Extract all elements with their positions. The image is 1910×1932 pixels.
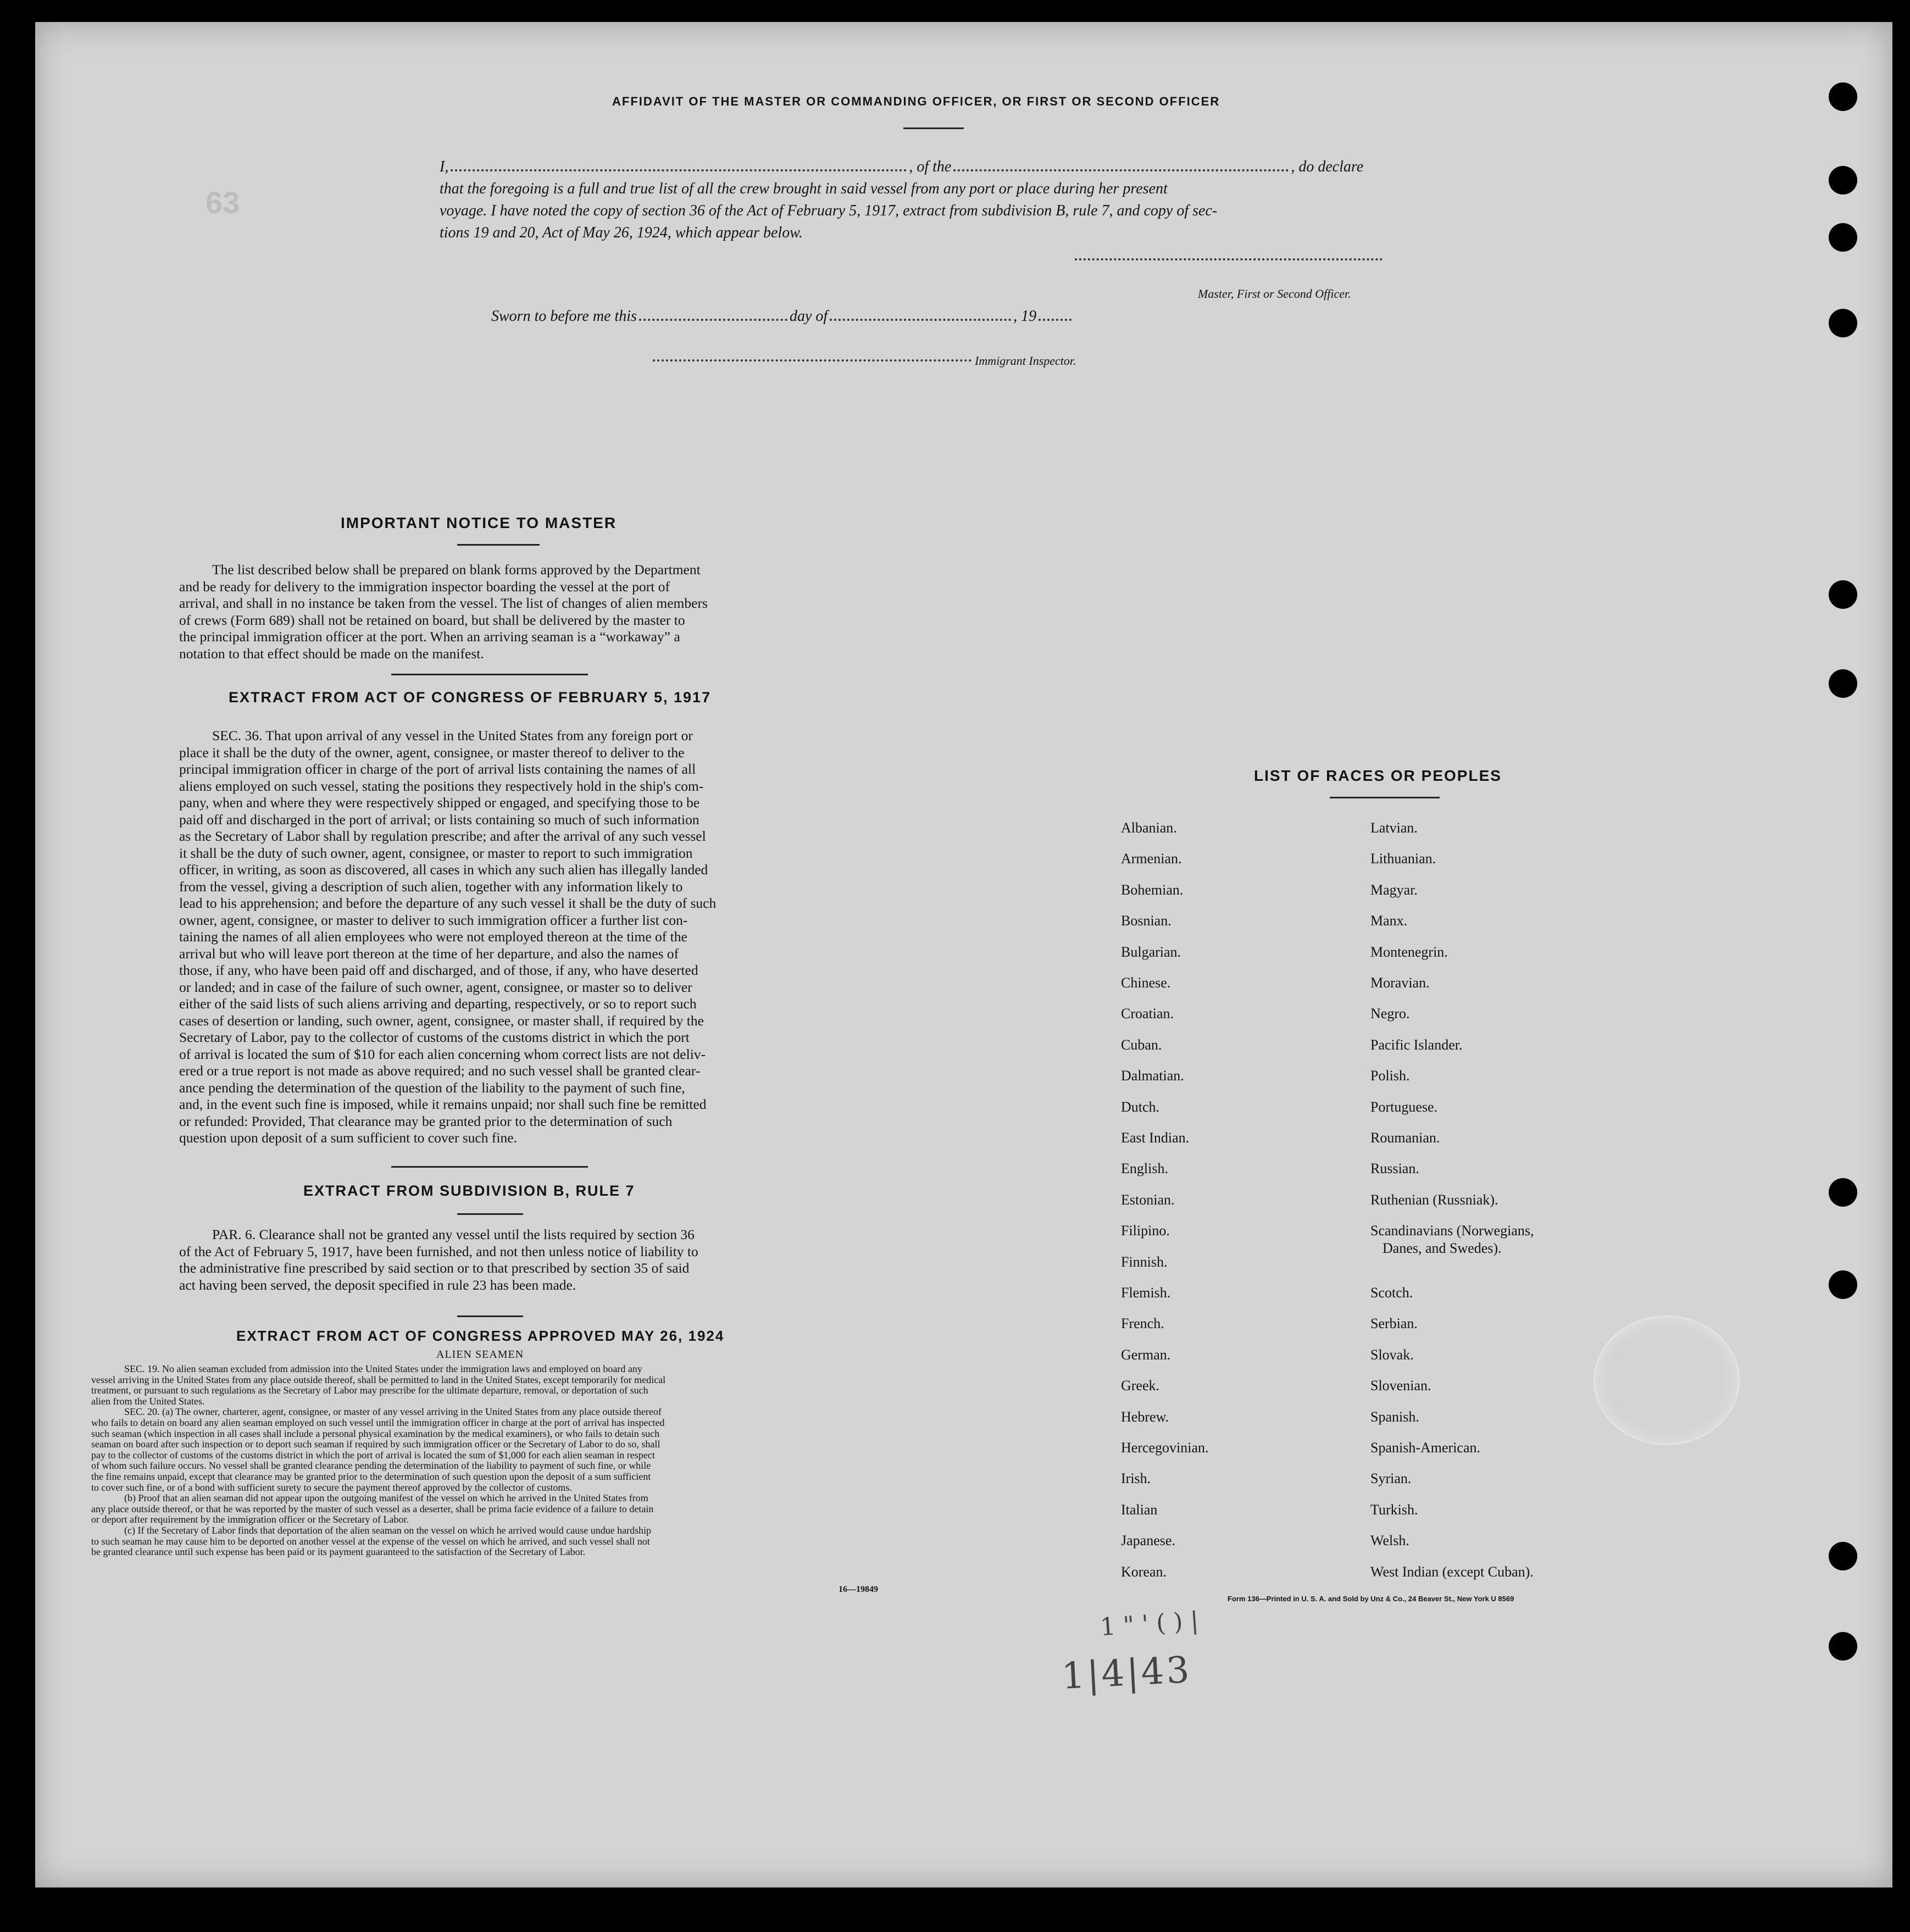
text-line: the fine remains unpaid, except that clearance may be granted prior to the determination of such question upon the deposit of a sum sufficient: [91, 1471, 651, 1482]
text-line: treatment, or pursuant to such regulations as the Secretary of Labor may prescribe for the ultimate departure, removal, or deportation of such: [91, 1385, 648, 1396]
text-line: (b) Proof that an alien seaman did not appear upon the outgoing manifest of the vessel on which he arrived in the United States from: [124, 1493, 648, 1504]
text-line: principal immigration officer in charge of the port of arrival lists containing the names of all: [179, 761, 696, 777]
text-line: it shall be the duty of such owner, agent, consignee, or master to report to such immigration: [179, 845, 693, 861]
notice-body: [179, 562, 835, 662]
text-line: ered or a true report is not made as above required; and no such vessel shall be granted clear-: [179, 1063, 701, 1079]
declaration-line-2: that the foregoing is a full and true list of all the crew brought in said vessel from any port or place during her present: [440, 180, 1168, 197]
text-line: notation to that effect should be made on the manifest.: [179, 645, 484, 662]
text-line: taining the names of all alien employees who were not employed thereon at the time of the: [179, 929, 687, 945]
race-item: West Indian (except Cuban).: [1370, 1563, 1534, 1580]
sworn-prefix: Sworn to before me this: [491, 308, 637, 325]
race-item: Scotch.: [1370, 1285, 1413, 1301]
extract-1924-subheading: ALIEN SEAMEN: [436, 1348, 524, 1361]
race-item: Syrian.: [1370, 1470, 1412, 1487]
race-item: Hercegovinian.: [1121, 1440, 1209, 1456]
race-item: Moravian.: [1370, 975, 1430, 991]
race-item: English.: [1121, 1161, 1168, 1177]
race-item: Albanian.: [1121, 820, 1177, 836]
binder-hole: [1829, 223, 1857, 252]
binder-hole: [1829, 1542, 1857, 1570]
declaration-line-1: [440, 158, 1539, 176]
race-item: Slovenian.: [1370, 1378, 1431, 1394]
race-item: Flemish.: [1121, 1285, 1171, 1301]
races-heading: LIST OF RACES OR PEOPLES: [1254, 767, 1502, 784]
handwritten-note-1: 1 " ' ( ) |: [1099, 1606, 1200, 1642]
text-line: of arrival is located the sum of $10 for each alien concerning whom correct lists are not deliv-: [179, 1046, 706, 1062]
text-line: SEC. 20. (a) The owner, charterer, agent, consignee, or master of any vessel arriving in the United States from any place outside thereof: [124, 1407, 662, 1418]
text-line: those, if any, who have been paid off and discharged, and of those, if any, who have deserted: [179, 962, 698, 978]
sworn-day-field[interactable]: [639, 314, 787, 321]
binder-hole: [1829, 166, 1857, 195]
inspector-caption: Immigrant Inspector.: [975, 354, 1076, 368]
text-line: to cover such fine, or of a bond with sufficient surety to secure the payment thereof approved by the collector of customs.: [91, 1482, 572, 1493]
text-line: act having been served, the deposit specified in rule 23 has been made.: [179, 1276, 576, 1293]
text-line: officer, in writing, as soon as discovered, all cases in which any such alien has illegally landed: [179, 862, 708, 878]
text-line: owner, agent, consignee, or master to deliver to such immigration officer a further list con-: [179, 912, 688, 928]
text-line: or deport after requirement by the immigration officer or the Secretary of Labor.: [91, 1514, 409, 1525]
sworn-line: [491, 308, 1074, 325]
text-line: place it shall be the duty of the owner, agent, consignee, or master thereof to deliver to the: [179, 744, 685, 760]
text-line: cases of desertion or landing, such owner, agent, consignee, or master shall, if required by the: [179, 1012, 704, 1029]
sworn-year-field[interactable]: [1039, 314, 1071, 321]
text-line: aliens employed on such vessel, stating the positions they respectively hold in the ship's com-: [179, 778, 704, 794]
extract-rule7-heading: EXTRACT FROM SUBDIVISION B, RULE 7: [303, 1182, 635, 1199]
race-item: Filipino.: [1121, 1223, 1170, 1239]
race-item: Turkish.: [1370, 1501, 1418, 1518]
text-line: the administrative fine prescribed by said section or to that prescribed by section 35 of said: [179, 1260, 690, 1276]
text-line: (c) If the Secretary of Labor finds that deportation of the alien seaman on the vessel on which he arrived would cause undue hardship: [124, 1525, 652, 1536]
race-item: Armenian.: [1121, 851, 1182, 867]
race-item: Roumanian.: [1370, 1130, 1440, 1146]
race-item: East Indian.: [1121, 1130, 1190, 1146]
text-line: be granted clearance until such expense has been paid or its payment guaranteed to the satisfaction of the Secretary of Labor.: [91, 1547, 586, 1558]
race-item: Bohemian.: [1121, 881, 1184, 898]
extract-rule7-body: [179, 1226, 835, 1293]
text-line: and be ready for delivery to the immigration inspector boarding the vessel at the port of: [179, 578, 670, 595]
race-item: Finnish.: [1121, 1253, 1168, 1270]
binder-hole: [1829, 1632, 1857, 1661]
document-page: [35, 22, 1892, 1887]
text-line: of whom such failure occurs. No vessel shall be granted clearance pending the determination of the liability to payment of such fine, or while: [91, 1461, 651, 1472]
race-item: Portuguese.: [1370, 1098, 1438, 1115]
name-field[interactable]: [451, 165, 907, 171]
extract-1924-heading: EXTRACT FROM ACT OF CONGRESS APPROVED MAY 26, 1924: [236, 1328, 725, 1344]
binder-hole: [1829, 1270, 1857, 1299]
race-item: Montenegrin.: [1370, 943, 1448, 960]
race-item: Estonian.: [1121, 1191, 1175, 1208]
text-line: pay to the collector of customs of the customs district in which the port of arrival is located the sum of $1,000 for each alien seaman in respect: [91, 1450, 655, 1461]
race-item: Magyar.: [1370, 881, 1418, 898]
master-signature-line[interactable]: [1075, 258, 1382, 260]
section-rule-3: [457, 1315, 523, 1317]
race-item: Spanish.: [1370, 1408, 1419, 1425]
handwritten-note-2: 1|4|43: [1061, 1648, 1193, 1698]
inspector-signature-line[interactable]: [653, 359, 971, 362]
text-line: ance pending the determination of the question of the liability to the payment of such fine,: [179, 1079, 685, 1096]
heading-rule: [903, 127, 964, 129]
vessel-field[interactable]: [953, 165, 1289, 171]
binder-hole: [1829, 1178, 1857, 1207]
text-line: pany, when and where they were respectively shipped or engaged, and specifying those to be: [179, 795, 700, 810]
text-line: or landed; and in case of the failure of such owner, agent, consignee, or master so to deliver: [179, 979, 692, 995]
master-signature-caption: Master, First or Second Officer.: [1198, 287, 1351, 301]
race-item: Latvian.: [1370, 820, 1418, 836]
race-item: Russian.: [1370, 1161, 1419, 1177]
declaration-line-4: tions 19 and 20, Act of May 26, 1924, which appear below.: [440, 224, 803, 241]
form-credit: Form 136—Printed in U. S. A. and Sold by Unz & Co., 24 Beaver St., New York U 8569: [1228, 1595, 1514, 1603]
declare-do-declare: , do declare: [1291, 158, 1364, 175]
race-item: Negro.: [1370, 1006, 1410, 1022]
section-rule-2: [391, 1166, 588, 1168]
race-item: Dalmatian.: [1121, 1068, 1184, 1084]
text-line: as the Secretary of Labor shall by regulation prescribe; and after the arrival of any such vessel: [179, 828, 706, 844]
race-item: Cuban.: [1121, 1036, 1162, 1053]
race-item: French.: [1121, 1315, 1164, 1332]
race-item: Scandinavians (Norwegians,: [1370, 1223, 1534, 1239]
rule7-heading-rule: [457, 1213, 523, 1215]
text-line: SEC. 19. No alien seaman excluded from admission into the United States under the immigration laws and employed on board any: [124, 1364, 642, 1374]
sworn-month-field[interactable]: [830, 314, 1011, 321]
race-item: Bulgarian.: [1121, 943, 1181, 960]
race-item: Bosnian.: [1121, 913, 1171, 929]
race-item: Irish.: [1121, 1470, 1151, 1487]
race-item: German.: [1121, 1346, 1171, 1363]
race-item: Pacific Islander.: [1370, 1036, 1463, 1053]
text-line: of the Act of February 5, 1917, have been furnished, and not then unless notice of liability to: [179, 1243, 698, 1259]
margin-page-mark: 63: [206, 185, 240, 220]
race-item: Welsh.: [1370, 1533, 1409, 1549]
extract-1917-body: [179, 728, 835, 1147]
notice-heading-rule: [457, 544, 540, 546]
race-item: Manx.: [1370, 913, 1408, 929]
text-line: from the vessel, giving a description of such alien, together with any information likely to: [179, 878, 683, 895]
text-line: who fails to detain on board any alien seaman employed on such vessel until the immigration officer in charge at the port of arrival has inspected: [91, 1417, 665, 1428]
extract-1917-heading: EXTRACT FROM ACT OF CONGRESS OF FEBRUARY 5, 1917: [229, 689, 712, 706]
races-heading-rule: [1330, 797, 1440, 798]
print-code: 16—19849: [839, 1585, 878, 1594]
race-item: Hebrew.: [1121, 1408, 1169, 1425]
race-item: Croatian.: [1121, 1006, 1174, 1022]
text-line: any place outside thereof, or that he was reported by the master of such vessel as a deserter, shall be prima facie evidence of a failure to detain: [91, 1503, 654, 1514]
binder-hole: [1829, 580, 1857, 609]
binder-hole: [1829, 309, 1857, 337]
race-item: Chinese.: [1121, 975, 1171, 991]
race-item: Dutch.: [1121, 1098, 1160, 1115]
text-line: to such seaman he may cause him to be deported on another vessel at the expense of the vessel on which he arrived, and such vessel shall not: [91, 1536, 650, 1547]
race-item: Danes, and Swedes).: [1382, 1240, 1502, 1257]
text-line: seaman on board after such inspection or to deport such seaman if required by such immigration officer or the Secretary of Labor to do so, shall: [91, 1439, 660, 1450]
extract-1924-body: [91, 1364, 915, 1558]
affidavit-heading: AFFIDAVIT OF THE MASTER OR COMMANDING OFFICER, OR FIRST OR SECOND OFFICER: [612, 95, 1220, 108]
race-item: Korean.: [1121, 1563, 1167, 1580]
text-line: or refunded: Provided, That clearance may be granted prior to the determination of such: [179, 1113, 673, 1129]
race-item: Greek.: [1121, 1378, 1160, 1394]
race-item: Serbian.: [1370, 1315, 1418, 1332]
text-line: arrival but who will leave port thereon at the time of her departure, and also the names of: [179, 945, 679, 962]
race-item: Ruthenian (Russniak).: [1370, 1191, 1498, 1208]
text-line: and, in the event such fine is imposed, while it remains unpaid; nor shall such fine be remitted: [179, 1096, 707, 1112]
embossed-seal: [1593, 1315, 1740, 1445]
race-item: Slovak.: [1370, 1346, 1414, 1363]
binder-hole: [1829, 82, 1857, 111]
race-item: Spanish-American.: [1370, 1440, 1481, 1456]
text-line: question upon deposit of a sum sufficient to cover such fine.: [179, 1130, 517, 1146]
race-item: Italian: [1121, 1501, 1158, 1518]
text-line: the principal immigration officer at the port. When an arriving seaman is a “workaway” a: [179, 629, 680, 645]
race-item: Lithuanian.: [1370, 851, 1436, 867]
text-line: PAR. 6. Clearance shall not be granted any vessel until the lists required by section 36: [212, 1226, 695, 1242]
declare-of-the: , of the: [909, 158, 952, 175]
race-item: Japanese.: [1121, 1533, 1175, 1549]
text-line: arrival, and shall in no instance be taken from the vessel. The list of changes of alien members: [179, 595, 708, 611]
sworn-day-of: day of: [789, 308, 828, 325]
text-line: paid off and discharged in the port of arrival; or lists containing so much of such information: [179, 811, 699, 828]
binder-hole: [1829, 669, 1857, 698]
text-line: alien from the United States.: [91, 1396, 205, 1407]
text-line: SEC. 36. That upon arrival of any vessel in the United States from any foreign port or: [212, 728, 693, 743]
text-line: of crews (Form 689) shall not be retained on board, but shall be delivered by the master to: [179, 612, 685, 628]
section-rule-1: [391, 674, 588, 675]
text-line: such seaman (which inspection in all cases shall include a personal physical examination by the medical examiners), or who fails to detain such: [91, 1428, 660, 1439]
text-line: vessel arriving in the United States from any place outside thereof, shall be permitted to land in the United States, except temporarily for medical: [91, 1374, 666, 1385]
declaration-line-3: voyage. I have noted the copy of section 36 of the Act of February 5, 1917, extract from subdivision B, rule 7, and copy of sec-: [440, 202, 1218, 219]
text-line: Secretary of Labor, pay to the collector of customs of the customs district in which the port: [179, 1029, 690, 1045]
text-line: lead to his apprehension; and before the departure of any such vessel it shall be the duty of such: [179, 895, 717, 911]
declare-i: I,: [440, 158, 449, 175]
notice-heading: IMPORTANT NOTICE TO MASTER: [341, 514, 617, 531]
text-line: either of the said lists of such aliens arriving and departing, respectively, or so to report such: [179, 996, 697, 1012]
text-line: The list described below shall be prepared on blank forms approved by the Department: [212, 562, 701, 578]
race-item: Polish.: [1370, 1068, 1410, 1084]
sworn-year: , 19: [1013, 308, 1037, 325]
